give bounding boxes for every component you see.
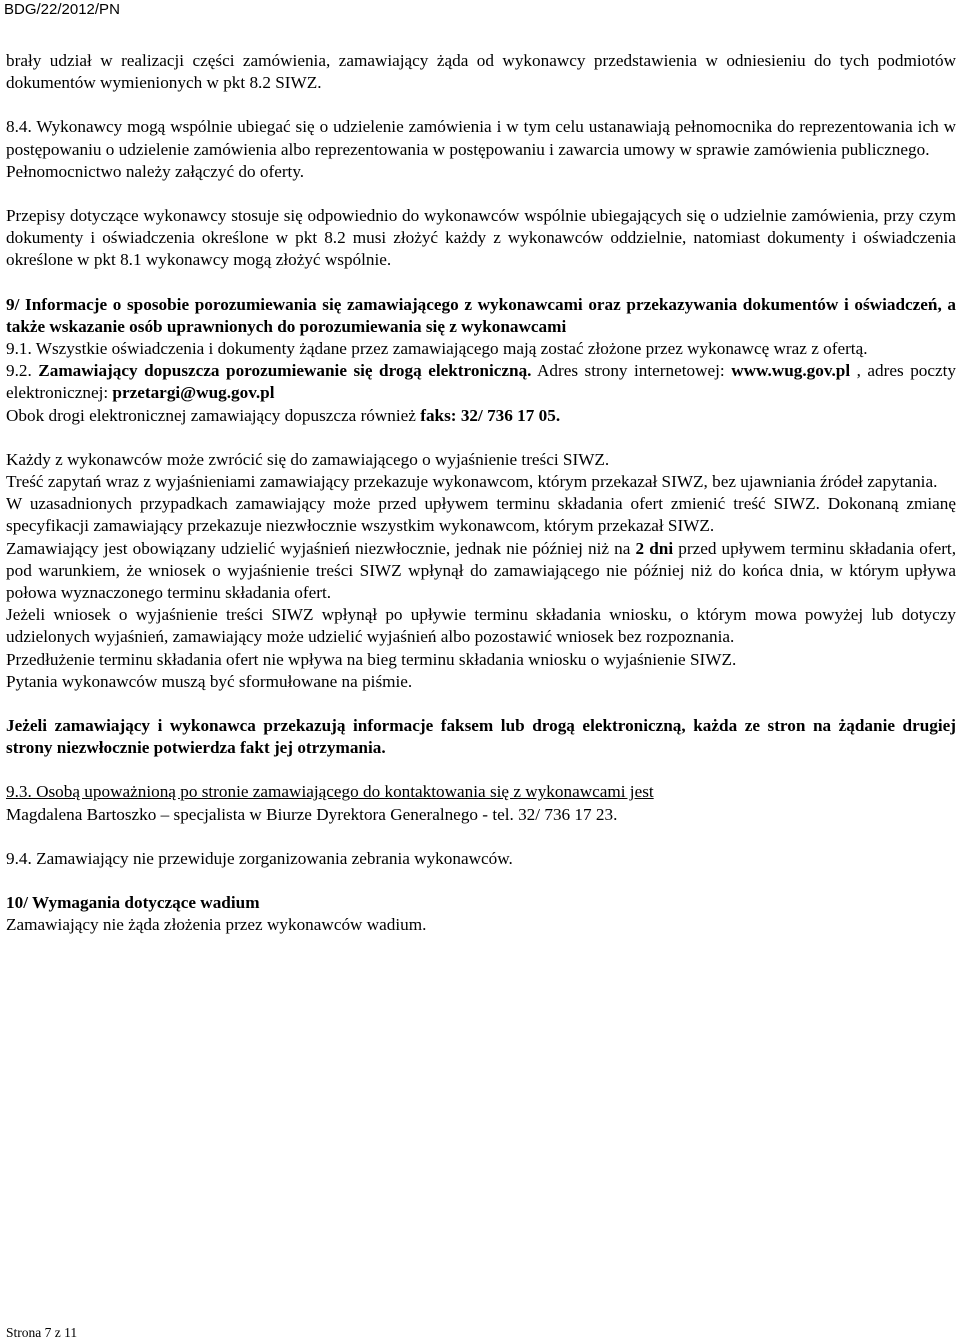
- deadline-text-a: Zamawiający jest obowiązany udzielić wyjaśnień niezwłocznie, jednak nie później niż na: [6, 538, 636, 558]
- document-body: [6, 50, 956, 937]
- section-9-heading: 9/ Informacje o sposobie porozumiewania się zamawiającego z wykonawcami oraz przekazywania dokumentów i oświadczeń, a także wskazanie osób uprawnionych do porozumiewania się z wykonawcami: [6, 294, 956, 336]
- fax-text: Obok drogi elektronicznej zamawiający dopuszcza również: [6, 405, 421, 425]
- paragraph-written: Pytania wykonawców muszą być sformułowane na piśmie.: [6, 671, 413, 691]
- paragraph-9-1: 9.1. Wszystkie oświadczenia i dokumenty żądane przez zamawiającego mają zostać złożone przez wykonawcę wraz z ofertą.: [6, 339, 868, 359]
- paragraph-9-3: 9.3. Osobą upoważnioną po stronie zamawiającego do kontaktowania się z wykonawcami jest: [6, 782, 654, 802]
- paragraph-9-2: [6, 360, 956, 404]
- paragraph-8-4: 8.4. Wykonawcy mogą wspólnie ubiegać się o udzielenie zamówienia i w tym celu ustanawiają pełnomocnika do reprezentowania ich w postępowaniu o udzielenie zamówienia albo reprezentowania w postępowaniu i zawarcia umowy w sprawie zamówienia publicznego.: [6, 117, 956, 159]
- section-10-heading: 10/ Wymagania dotyczące wadium: [6, 893, 260, 913]
- paragraph-fax: [6, 405, 956, 427]
- paragraph-9-2-number: 9.2.: [6, 361, 39, 381]
- page-number: Strona 7 z 11: [6, 1325, 78, 1340]
- paragraph-power-of-attorney: Pełnomocnictwo należy załączyć do oferty.: [6, 161, 305, 181]
- paragraph-9-4: 9.4. Zamawiający nie przewiduje zorganizowania zebrania wykonawców.: [6, 848, 513, 868]
- document-code: BDG/22/2012/PN: [4, 1, 120, 18]
- paragraph-questions: Każdy z wykonawców może zwrócić się do zamawiającego o wyjaśnienie treści SIWZ.: [6, 449, 610, 469]
- website-link[interactable]: www.wug.gov.pl: [731, 361, 851, 381]
- paragraph-9-2-text2: , adres poczty elektronicznej:: [6, 361, 957, 403]
- deadline-text-b: przed upływem terminu składania ofert, pod warunkiem, że wniosek o wyjaśnienie treści SIWZ wpłynął do zamawiającego nie później niż do końca dnia, w którym upływa połowa wyznaczonego terminu składania ofert.: [6, 538, 956, 603]
- paragraph-wadium: Zamawiający nie żąda złożenia przez wykonawców wadium.: [6, 915, 427, 935]
- paragraph-answers: Treść zapytań wraz z wyjaśnieniami zamawiający przekazuje wykonawcom, którym przekazał SIWZ, bez ujawniania źródeł zapytania.: [6, 472, 938, 492]
- paragraph-subcontractors: brały udział w realizacji części zamówienia, zamawiający żąda od wykonawcy przedstawienia w odniesieniu do tych podmiotów dokumentów wymienionych w pkt 8.2 SIWZ.: [6, 51, 956, 93]
- paragraph-9-2-text: Adres strony internetowej:: [531, 361, 732, 381]
- paragraph-extension: Przedłużenie terminu składania ofert nie wpływa na bieg terminu składania wniosku o wyjaśnienie SIWZ.: [6, 649, 737, 669]
- paragraph-contact-person: Magdalena Bartoszko – specjalista w Biurze Dyrektora Generalnego - tel. 32/ 736 17 23.: [6, 804, 618, 824]
- deadline-days: 2 dni: [635, 538, 674, 558]
- paragraph-deadline: [6, 538, 956, 605]
- fax-number: faks: 32/ 736 17 05.: [420, 405, 561, 425]
- paragraph-9-2-bold: Zamawiający dopuszcza porozumiewanie się drogą elektroniczną.: [38, 361, 532, 381]
- email-link[interactable]: przetargi@wug.gov.pl: [112, 383, 275, 403]
- paragraph-confirmation: Jeżeli zamawiający i wykonawca przekazują informacje faksem lub drogą elektroniczną, każda ze stron na żądanie drugiej strony niezwłocznie potwierdza fakt jej otrzymania.: [6, 716, 956, 758]
- paragraph-changes: W uzasadnionych przypadkach zamawiający może przed upływem terminu składania ofert zmienić treść SIWZ. Dokonaną zmianę specyfikacji zamawiający przekazuje niezwłocznie wszystkim wykonawcom, którym przekazał SIWZ.: [6, 494, 956, 536]
- paragraph-late-request: Jeżeli wniosek o wyjaśnienie treści SIWZ wpłynął po upływie terminu składania wniosku, o którym mowa powyżej lub dotyczy udzielonych wyjaśnień, zamawiający może udzielić wyjaśnień albo pozostawić wniosek bez rozpoznania.: [6, 605, 956, 647]
- paragraph-joint-bidders: Przepisy dotyczące wykonawcy stosuje się odpowiednio do wykonawców wspólnie ubiegających się o udzielnie zamówienia, przy czym dokumenty i oświadczenia określone w pkt 8.2 musi złożyć każdy z wykonawców oddzielnie, natomiast dokumenty i oświadczenia określone w pkt 8.1 wykonawcy mogą złożyć wspólnie.: [6, 206, 956, 270]
